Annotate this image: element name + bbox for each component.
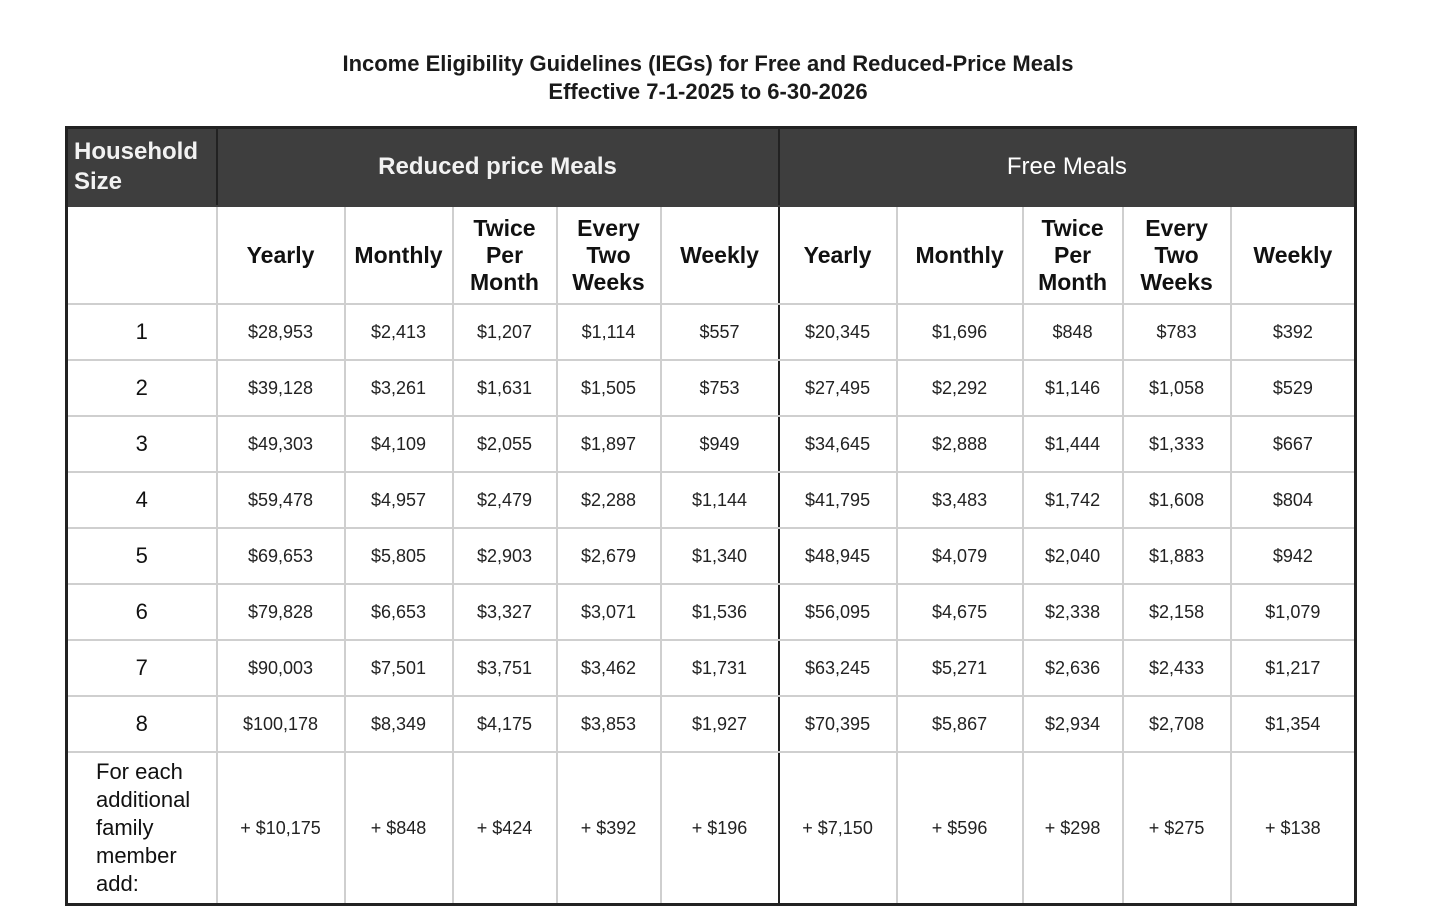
reduced-weekly-cell: $557 bbox=[661, 304, 779, 360]
household-size-cell: 7 bbox=[67, 640, 217, 696]
reduced-additional-weekly-cell: + $196 bbox=[661, 752, 779, 905]
additional-member-row bbox=[67, 752, 1356, 905]
reduced-twice-per-month-cell: $2,479 bbox=[453, 472, 557, 528]
reduced-twice-per-month-cell: $3,751 bbox=[453, 640, 557, 696]
table-row bbox=[67, 528, 1356, 584]
free-every-two-weeks-cell: $2,158 bbox=[1123, 584, 1231, 640]
household-size-cell: 2 bbox=[67, 360, 217, 416]
additional-member-label: For each additional family member add: bbox=[67, 752, 217, 905]
reduced-monthly-cell: $3,261 bbox=[345, 360, 453, 416]
free-weekly-cell: $667 bbox=[1231, 416, 1356, 472]
free-every-two-weeks-cell: $1,333 bbox=[1123, 416, 1231, 472]
free-weekly-cell: $529 bbox=[1231, 360, 1356, 416]
household-size-header: Household Size bbox=[67, 128, 217, 207]
table-row bbox=[67, 360, 1356, 416]
free-twice-per-month-cell: $2,636 bbox=[1023, 640, 1123, 696]
reduced-additional-monthly-cell: + $848 bbox=[345, 752, 453, 905]
free-monthly-header: Monthly bbox=[897, 206, 1023, 304]
free-weekly-cell: $392 bbox=[1231, 304, 1356, 360]
reduced-yearly-cell: $28,953 bbox=[217, 304, 345, 360]
free-every-two-weeks-cell: $1,883 bbox=[1123, 528, 1231, 584]
reduced-every-two-weeks-cell: $1,897 bbox=[557, 416, 661, 472]
free-weekly-cell: $1,217 bbox=[1231, 640, 1356, 696]
free-yearly-cell: $48,945 bbox=[779, 528, 897, 584]
free-yearly-cell: $34,645 bbox=[779, 416, 897, 472]
reduced-weekly-cell: $1,731 bbox=[661, 640, 779, 696]
household-size-cell: 1 bbox=[67, 304, 217, 360]
table-row bbox=[67, 304, 1356, 360]
reduced-yearly-cell: $100,178 bbox=[217, 696, 345, 752]
reduced-price-meals-header: Reduced price Meals bbox=[217, 128, 779, 207]
free-twice-per-month-header: Twice Per Month bbox=[1023, 206, 1123, 304]
free-yearly-header: Yearly bbox=[779, 206, 897, 304]
reduced-yearly-cell: $69,653 bbox=[217, 528, 345, 584]
free-weekly-cell: $804 bbox=[1231, 472, 1356, 528]
free-every-two-weeks-cell: $783 bbox=[1123, 304, 1231, 360]
reduced-monthly-cell: $7,501 bbox=[345, 640, 453, 696]
free-monthly-cell: $3,483 bbox=[897, 472, 1023, 528]
free-additional-yearly-cell: + $7,150 bbox=[779, 752, 897, 905]
free-monthly-cell: $4,675 bbox=[897, 584, 1023, 640]
reduced-monthly-cell: $4,109 bbox=[345, 416, 453, 472]
reduced-every-two-weeks-header: Every Two Weeks bbox=[557, 206, 661, 304]
reduced-weekly-cell: $1,927 bbox=[661, 696, 779, 752]
column-header-row bbox=[67, 206, 1356, 304]
reduced-weekly-cell: $1,536 bbox=[661, 584, 779, 640]
reduced-twice-per-month-cell: $4,175 bbox=[453, 696, 557, 752]
free-twice-per-month-cell: $1,444 bbox=[1023, 416, 1123, 472]
free-every-two-weeks-cell: $1,058 bbox=[1123, 360, 1231, 416]
free-yearly-cell: $20,345 bbox=[779, 304, 897, 360]
reduced-weekly-cell: $1,144 bbox=[661, 472, 779, 528]
reduced-twice-per-month-cell: $1,631 bbox=[453, 360, 557, 416]
title-line-1: Income Eligibility Guidelines (IEGs) for Free and Reduced-Price Meals bbox=[342, 51, 1074, 76]
table-row bbox=[67, 416, 1356, 472]
free-additional-weekly-cell: + $138 bbox=[1231, 752, 1356, 905]
table-row bbox=[67, 584, 1356, 640]
group-header-row bbox=[67, 128, 1356, 207]
free-monthly-cell: $5,271 bbox=[897, 640, 1023, 696]
free-weekly-cell: $1,079 bbox=[1231, 584, 1356, 640]
reduced-twice-per-month-cell: $1,207 bbox=[453, 304, 557, 360]
reduced-twice-per-month-cell: $2,903 bbox=[453, 528, 557, 584]
reduced-weekly-cell: $753 bbox=[661, 360, 779, 416]
document-title bbox=[0, 50, 1416, 106]
reduced-weekly-header: Weekly bbox=[661, 206, 779, 304]
free-yearly-cell: $41,795 bbox=[779, 472, 897, 528]
reduced-every-two-weeks-cell: $3,853 bbox=[557, 696, 661, 752]
reduced-additional-yearly-cell: + $10,175 bbox=[217, 752, 345, 905]
reduced-every-two-weeks-cell: $2,288 bbox=[557, 472, 661, 528]
free-every-two-weeks-header: Every Two Weeks bbox=[1123, 206, 1231, 304]
free-every-two-weeks-cell: $2,433 bbox=[1123, 640, 1231, 696]
reduced-yearly-cell: $59,478 bbox=[217, 472, 345, 528]
household-size-cell: 4 bbox=[67, 472, 217, 528]
free-monthly-cell: $5,867 bbox=[897, 696, 1023, 752]
free-weekly-cell: $942 bbox=[1231, 528, 1356, 584]
reduced-monthly-header: Monthly bbox=[345, 206, 453, 304]
reduced-weekly-cell: $1,340 bbox=[661, 528, 779, 584]
free-monthly-cell: $1,696 bbox=[897, 304, 1023, 360]
free-yearly-cell: $70,395 bbox=[779, 696, 897, 752]
reduced-monthly-cell: $4,957 bbox=[345, 472, 453, 528]
reduced-every-two-weeks-cell: $1,505 bbox=[557, 360, 661, 416]
household-size-cell: 8 bbox=[67, 696, 217, 752]
free-yearly-cell: $56,095 bbox=[779, 584, 897, 640]
reduced-yearly-cell: $90,003 bbox=[217, 640, 345, 696]
reduced-yearly-header: Yearly bbox=[217, 206, 345, 304]
free-twice-per-month-cell: $1,742 bbox=[1023, 472, 1123, 528]
table-row bbox=[67, 696, 1356, 752]
reduced-twice-per-month-header: Twice Per Month bbox=[453, 206, 557, 304]
reduced-monthly-cell: $8,349 bbox=[345, 696, 453, 752]
reduced-weekly-cell: $949 bbox=[661, 416, 779, 472]
free-every-two-weeks-cell: $1,608 bbox=[1123, 472, 1231, 528]
reduced-every-two-weeks-cell: $2,679 bbox=[557, 528, 661, 584]
free-additional-monthly-cell: + $596 bbox=[897, 752, 1023, 905]
reduced-additional-twice-per-month-cell: + $424 bbox=[453, 752, 557, 905]
household-size-cell: 3 bbox=[67, 416, 217, 472]
free-twice-per-month-cell: $848 bbox=[1023, 304, 1123, 360]
free-twice-per-month-cell: $2,338 bbox=[1023, 584, 1123, 640]
reduced-additional-every-two-weeks-cell: + $392 bbox=[557, 752, 661, 905]
income-eligibility-table bbox=[65, 126, 1357, 906]
household-size-blank-header bbox=[67, 206, 217, 304]
reduced-twice-per-month-cell: $3,327 bbox=[453, 584, 557, 640]
free-monthly-cell: $2,888 bbox=[897, 416, 1023, 472]
free-weekly-header: Weekly bbox=[1231, 206, 1356, 304]
free-yearly-cell: $27,495 bbox=[779, 360, 897, 416]
free-every-two-weeks-cell: $2,708 bbox=[1123, 696, 1231, 752]
free-additional-every-two-weeks-cell: + $275 bbox=[1123, 752, 1231, 905]
free-meals-header: Free Meals bbox=[779, 128, 1356, 207]
table-row bbox=[67, 640, 1356, 696]
free-monthly-cell: $2,292 bbox=[897, 360, 1023, 416]
reduced-monthly-cell: $6,653 bbox=[345, 584, 453, 640]
free-monthly-cell: $4,079 bbox=[897, 528, 1023, 584]
reduced-monthly-cell: $5,805 bbox=[345, 528, 453, 584]
table-row bbox=[67, 472, 1356, 528]
free-weekly-cell: $1,354 bbox=[1231, 696, 1356, 752]
free-yearly-cell: $63,245 bbox=[779, 640, 897, 696]
free-twice-per-month-cell: $1,146 bbox=[1023, 360, 1123, 416]
reduced-yearly-cell: $39,128 bbox=[217, 360, 345, 416]
reduced-yearly-cell: $49,303 bbox=[217, 416, 345, 472]
reduced-yearly-cell: $79,828 bbox=[217, 584, 345, 640]
household-size-cell: 5 bbox=[67, 528, 217, 584]
reduced-every-two-weeks-cell: $1,114 bbox=[557, 304, 661, 360]
household-size-cell: 6 bbox=[67, 584, 217, 640]
reduced-every-two-weeks-cell: $3,462 bbox=[557, 640, 661, 696]
free-twice-per-month-cell: $2,934 bbox=[1023, 696, 1123, 752]
free-twice-per-month-cell: $2,040 bbox=[1023, 528, 1123, 584]
free-additional-twice-per-month-cell: + $298 bbox=[1023, 752, 1123, 905]
reduced-twice-per-month-cell: $2,055 bbox=[453, 416, 557, 472]
reduced-monthly-cell: $2,413 bbox=[345, 304, 453, 360]
reduced-every-two-weeks-cell: $3,071 bbox=[557, 584, 661, 640]
title-line-2: Effective 7-1-2025 to 6-30-2026 bbox=[548, 79, 868, 104]
